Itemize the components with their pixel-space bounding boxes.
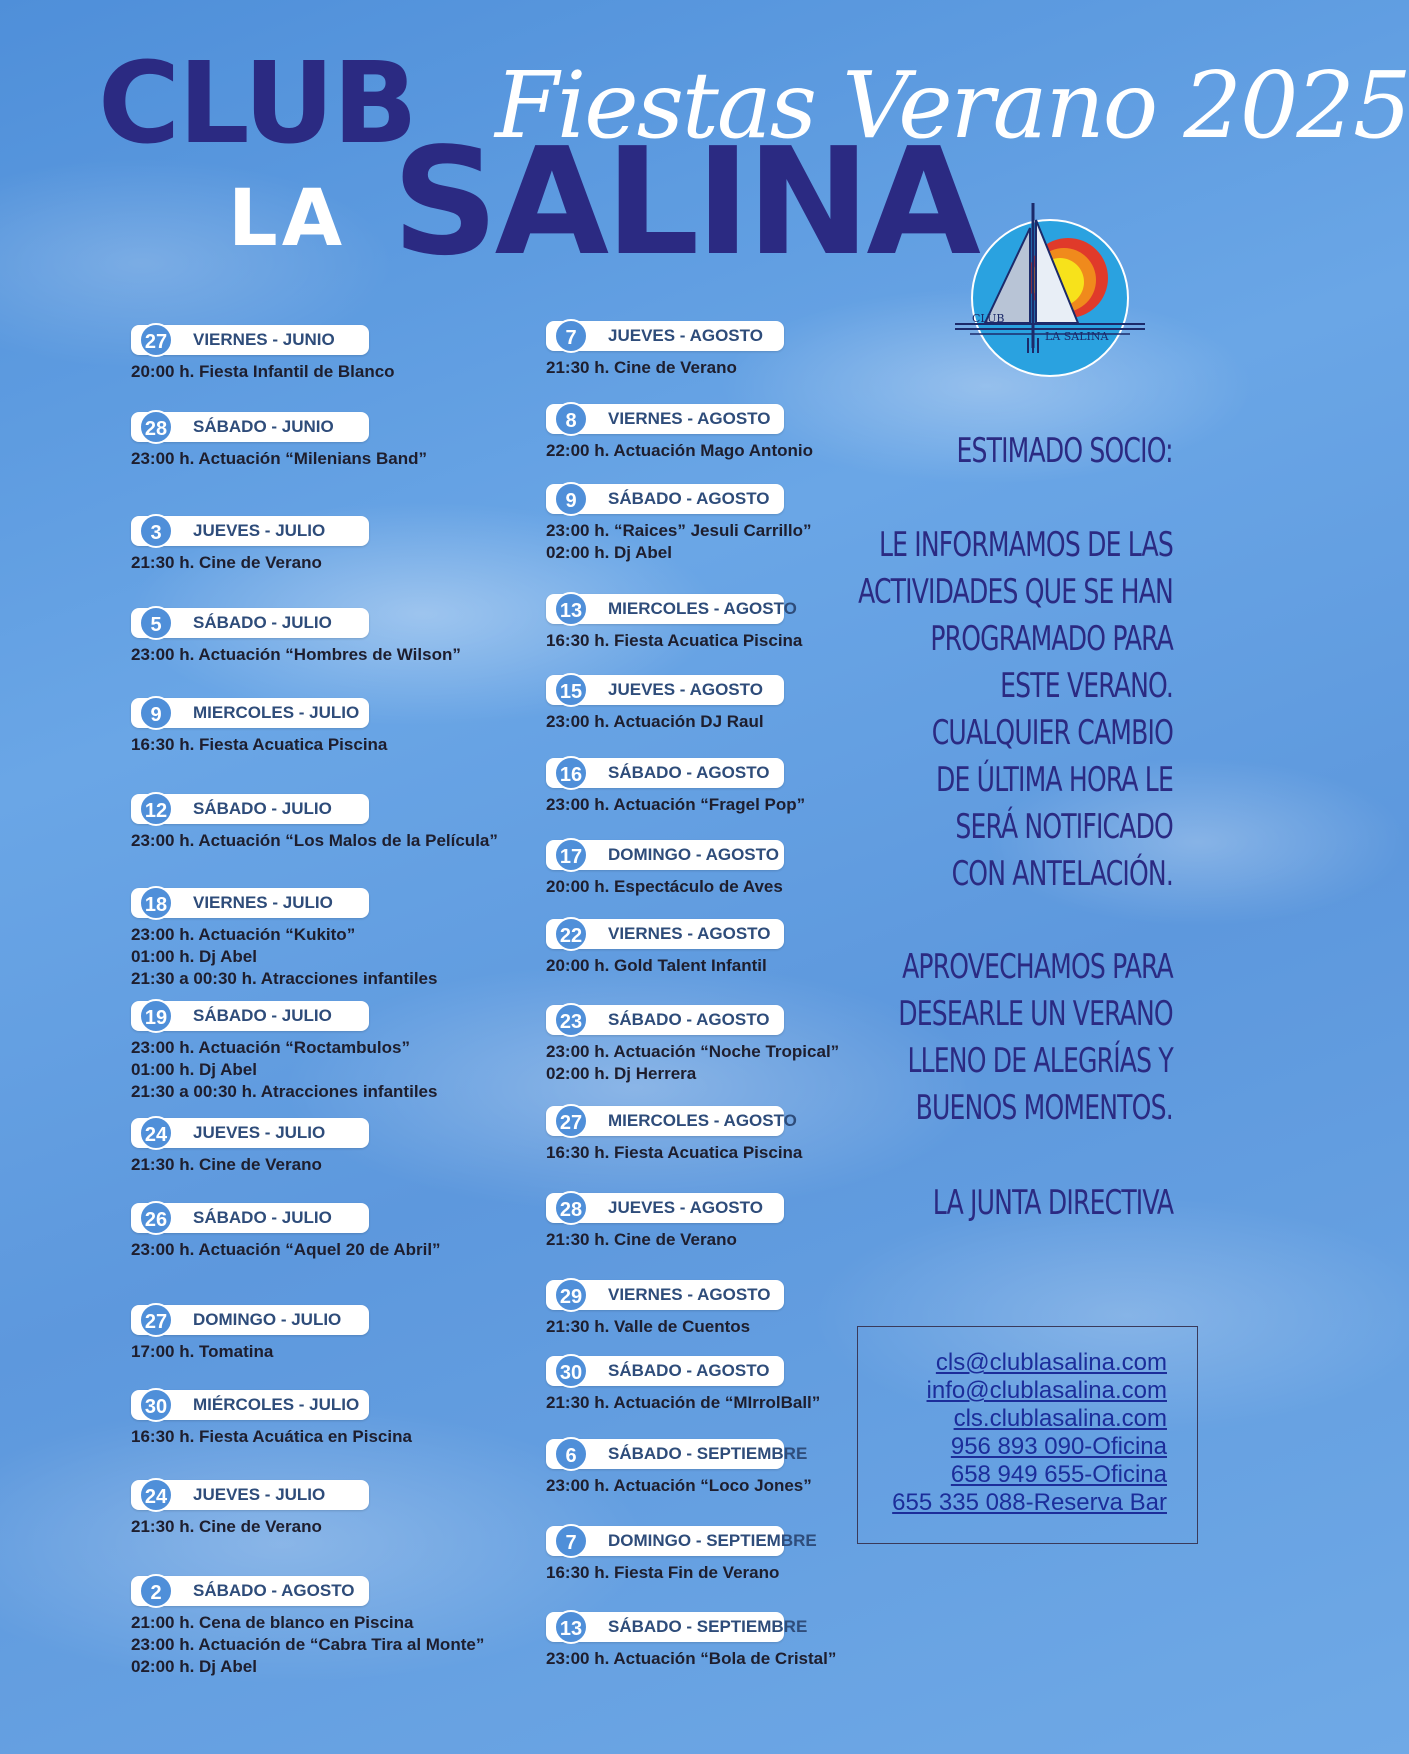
event-line: 23:00 h. Actuación “Fragel Pop” <box>546 795 806 814</box>
date-pill <box>546 1612 808 1642</box>
event-entry <box>131 325 541 383</box>
event-entry <box>131 608 541 666</box>
weekday-month: SÁBADO - JULIO <box>193 1208 332 1227</box>
event-line: 20:00 h. Espectáculo de Aves <box>546 877 783 896</box>
event-line: 16:30 h. Fiesta Acuatica Piscina <box>546 1143 803 1162</box>
signature: LA JUNTA DIRECTIVA <box>932 1183 1173 1223</box>
club-title: CLUB <box>98 39 416 169</box>
greeting: ESTIMADO SOCIO: <box>956 431 1173 471</box>
event-line: 21:30 a 00:30 h. Atracciones infantiles <box>131 969 438 988</box>
website-link[interactable]: cls.clublasalina.com <box>953 1405 1167 1432</box>
weekday-month: DOMINGO - SEPTIEMBRE <box>608 1531 817 1550</box>
day-number: 8 <box>554 402 588 436</box>
message-line: BUENOS MOMENTOS. <box>915 1088 1173 1128</box>
message-line: DESEARLE UN VERANO <box>898 994 1173 1034</box>
phone-bar-reservation[interactable]: 655 335 088-Reserva Bar <box>892 1489 1167 1516</box>
date-pill <box>131 325 369 355</box>
day-number: 12 <box>139 792 173 826</box>
club-logo <box>950 198 1150 380</box>
event-entry <box>131 412 541 470</box>
day-number: 7 <box>554 1524 588 1558</box>
date-pill <box>546 1193 784 1223</box>
weekday-month: MIERCOLES - JULIO <box>193 703 360 722</box>
event-entry <box>546 1005 956 1085</box>
event-line: 21:30 h. Cine de Verano <box>131 1155 322 1174</box>
event-line: 23:00 h. Actuación “Aquel 20 de Abril” <box>131 1240 441 1259</box>
salina-title: SALINA <box>392 116 977 288</box>
message-line: ACTIVIDADES QUE SE HAN <box>858 572 1173 612</box>
phone-office-2[interactable]: 658 949 655-Oficina <box>950 1461 1167 1488</box>
event-entry <box>131 1001 541 1103</box>
day-number: 26 <box>139 1201 173 1235</box>
day-number: 6 <box>554 1437 588 1471</box>
weekday-month: JUEVES - AGOSTO <box>608 680 763 699</box>
date-pill <box>546 1356 784 1386</box>
weekday-month: SÁBADO - AGOSTO <box>608 763 770 782</box>
event-line: 16:30 h. Fiesta Fin de Verano <box>546 1563 780 1582</box>
date-pill <box>546 919 784 949</box>
day-number: 27 <box>139 323 173 357</box>
event-entry <box>131 888 541 990</box>
event-line: 16:30 h. Fiesta Acuática en Piscina <box>131 1427 412 1446</box>
weekday-month: JUEVES - AGOSTO <box>608 1198 763 1217</box>
weekday-month: SÁBADO - JUNIO <box>193 417 334 436</box>
event-line: 23:00 h. Actuación “Noche Tropical” <box>546 1042 840 1061</box>
day-number: 30 <box>139 1388 173 1422</box>
email-link-info[interactable]: info@clublasalina.com <box>926 1377 1167 1404</box>
day-number: 22 <box>554 917 588 951</box>
date-pill <box>131 412 369 442</box>
event-line: 21:00 h. Cena de blanco en Piscina <box>131 1613 414 1632</box>
fiestas-subtitle: Fiestas Verano 2025 <box>495 52 1409 159</box>
event-entry <box>131 516 541 574</box>
weekday-month: SÁBADO - AGOSTO <box>193 1581 355 1600</box>
weekday-month: JUEVES - JULIO <box>193 1485 326 1504</box>
event-line: 23:00 h. “Raices” Jesuli Carrillo” <box>546 521 812 540</box>
day-number: 5 <box>139 606 173 640</box>
day-number: 24 <box>139 1116 173 1150</box>
weekday-month: MIERCOLES - AGOSTO <box>608 1111 797 1130</box>
weekday-month: SÁBADO - AGOSTO <box>608 489 770 508</box>
message-line: SERÁ NOTIFICADO <box>955 807 1173 847</box>
event-line: 17:00 h. Tomatina <box>131 1342 274 1361</box>
day-number: 23 <box>554 1003 588 1037</box>
weekday-month: VIERNES - JUNIO <box>193 330 335 349</box>
date-pill <box>131 1001 369 1031</box>
day-number: 18 <box>139 886 173 920</box>
weekday-month: DOMINGO - AGOSTO <box>608 845 779 864</box>
date-pill <box>131 608 369 638</box>
message-line: LE INFORMAMOS DE LAS <box>878 525 1173 565</box>
date-pill <box>546 1280 784 1310</box>
date-pill <box>546 1005 784 1035</box>
day-number: 13 <box>554 1610 588 1644</box>
weekday-month: VIERNES - AGOSTO <box>608 924 771 943</box>
day-number: 28 <box>554 1191 588 1225</box>
event-entry <box>131 1576 541 1678</box>
day-number: 27 <box>554 1104 588 1138</box>
event-line: 23:00 h. Actuación “Loco Jones” <box>546 1476 812 1495</box>
event-entry <box>546 919 956 977</box>
event-line: 23:00 h. Actuación “Hombres de Wilson” <box>131 645 461 664</box>
day-number: 2 <box>139 1574 173 1608</box>
day-number: 9 <box>554 482 588 516</box>
weekday-month: MIÉRCOLES - JULIO <box>193 1395 360 1414</box>
event-entry <box>546 1612 956 1670</box>
event-line: 02:00 h. Dj Abel <box>131 1657 257 1676</box>
day-number: 27 <box>139 1303 173 1337</box>
weekday-month: JUEVES - JULIO <box>193 1123 326 1142</box>
email-link-cls[interactable]: cls@clublasalina.com <box>935 1349 1167 1376</box>
day-number: 19 <box>139 999 173 1033</box>
event-line: 20:00 h. Fiesta Infantil de Blanco <box>131 362 395 381</box>
event-line: 21:30 h. Actuación de “MIrrolBall” <box>546 1393 821 1412</box>
event-line: 23:00 h. Actuación DJ Raul <box>546 712 764 731</box>
event-entry <box>131 1390 541 1448</box>
weekday-month: VIERNES - AGOSTO <box>608 1285 771 1304</box>
date-pill <box>131 794 369 824</box>
day-number: 24 <box>139 1478 173 1512</box>
weekday-month: SÁBADO - AGOSTO <box>608 1361 770 1380</box>
date-pill <box>546 1106 797 1136</box>
event-line: 01:00 h. Dj Abel <box>131 1060 257 1079</box>
message-line: CON ANTELACIÓN. <box>951 854 1173 894</box>
day-number: 30 <box>554 1354 588 1388</box>
weekday-month: SÁBADO - JULIO <box>193 799 332 818</box>
day-number: 13 <box>554 592 588 626</box>
weekday-month: SÁBADO - AGOSTO <box>608 1010 770 1029</box>
day-number: 15 <box>554 673 588 707</box>
date-pill <box>546 484 784 514</box>
weekday-month: SÁBADO - JULIO <box>193 613 332 632</box>
date-pill <box>546 1439 808 1469</box>
event-entry <box>131 1118 541 1176</box>
weekday-month: VIERNES - AGOSTO <box>608 409 771 428</box>
event-line: 01:00 h. Dj Abel <box>131 947 257 966</box>
event-entry <box>546 1106 956 1164</box>
date-pill <box>131 1390 369 1420</box>
event-entry <box>546 1193 956 1251</box>
event-line: 22:00 h. Actuación Mago Antonio <box>546 441 813 460</box>
date-pill <box>131 1576 369 1606</box>
date-pill <box>546 675 784 705</box>
weekday-month: SÁBADO - JULIO <box>193 1006 332 1025</box>
date-pill <box>131 1305 369 1335</box>
day-number: 3 <box>139 514 173 548</box>
message-wishes <box>898 944 1173 1132</box>
event-entry <box>131 1480 541 1538</box>
message-line: ESTE VERANO. <box>1000 666 1173 706</box>
event-line: 21:30 h. Cine de Verano <box>546 358 737 377</box>
date-pill <box>131 888 369 918</box>
message-line: CUALQUIER CAMBIO <box>931 713 1173 753</box>
date-pill <box>131 698 369 728</box>
weekday-month: JUEVES - AGOSTO <box>608 326 763 345</box>
event-line: 16:30 h. Fiesta Acuatica Piscina <box>546 631 803 650</box>
event-line: 23:00 h. Actuación “Milenians Band” <box>131 449 427 468</box>
date-pill <box>131 1203 369 1233</box>
event-line: 20:00 h. Gold Talent Infantil <box>546 956 767 975</box>
event-line: 23:00 h. Actuación “Roctambulos” <box>131 1038 410 1057</box>
event-line: 21:30 h. Cine de Verano <box>131 553 322 572</box>
weekday-month: JUEVES - JULIO <box>193 521 326 540</box>
la-title: LA <box>228 174 347 264</box>
date-pill <box>546 321 784 351</box>
date-pill <box>131 1118 369 1148</box>
message-line: APROVECHAMOS PARA <box>902 947 1173 987</box>
date-pill <box>546 1526 817 1556</box>
weekday-month: MIERCOLES - AGOSTO <box>608 599 797 618</box>
logo-bottom-text: LA SALINA <box>1045 330 1109 343</box>
event-entry <box>546 321 956 379</box>
event-line: 23:00 h. Actuación “Bola de Cristal” <box>546 1649 837 1668</box>
date-pill <box>131 516 369 546</box>
event-line: 23:00 h. Actuación “Kukito” <box>131 925 356 944</box>
date-pill <box>546 404 784 434</box>
day-number: 29 <box>554 1278 588 1312</box>
weekday-month: SÁBADO - SEPTIEMBRE <box>608 1617 808 1636</box>
logo-top-text: CLUB <box>972 312 1005 325</box>
weekday-month: VIERNES - JULIO <box>193 893 333 912</box>
date-pill <box>546 594 797 624</box>
day-number: 7 <box>554 319 588 353</box>
contact-box <box>857 1326 1198 1544</box>
event-entry <box>546 404 956 462</box>
event-line: 16:30 h. Fiesta Acuatica Piscina <box>131 735 388 754</box>
day-number: 16 <box>554 756 588 790</box>
message-line: DE ÚLTIMA HORA LE <box>936 760 1173 800</box>
message-line: LLENO DE ALEGRÍAS Y <box>907 1041 1173 1081</box>
message-line: PROGRAMADO PARA <box>930 619 1173 659</box>
date-pill <box>546 840 784 870</box>
event-entry <box>131 794 541 852</box>
weekday-month: DOMINGO - JULIO <box>193 1310 342 1329</box>
day-number: 17 <box>554 838 588 872</box>
phone-office-1[interactable]: 956 893 090-Oficina <box>950 1433 1167 1460</box>
event-line: 21:30 h. Cine de Verano <box>546 1230 737 1249</box>
event-entry <box>131 698 541 756</box>
event-line: 02:00 h. Dj Herrera <box>546 1064 697 1083</box>
day-number: 9 <box>139 696 173 730</box>
event-line: 23:00 h. Actuación “Los Malos de la Película” <box>131 831 498 850</box>
event-line: 21:30 h. Valle de Cuentos <box>546 1317 751 1336</box>
date-pill <box>131 1480 369 1510</box>
weekday-month: SÁBADO - SEPTIEMBRE <box>608 1444 808 1463</box>
event-line: 23:00 h. Actuación de “Cabra Tira al Monte” <box>131 1635 485 1654</box>
event-line: 21:30 a 00:30 h. Atracciones infantiles <box>131 1082 438 1101</box>
event-entry <box>131 1305 541 1363</box>
date-pill <box>546 758 784 788</box>
event-entry <box>131 1203 541 1261</box>
day-number: 28 <box>139 410 173 444</box>
message-body <box>858 522 1173 898</box>
event-line: 02:00 h. Dj Abel <box>546 543 672 562</box>
event-line: 21:30 h. Cine de Verano <box>131 1517 322 1536</box>
